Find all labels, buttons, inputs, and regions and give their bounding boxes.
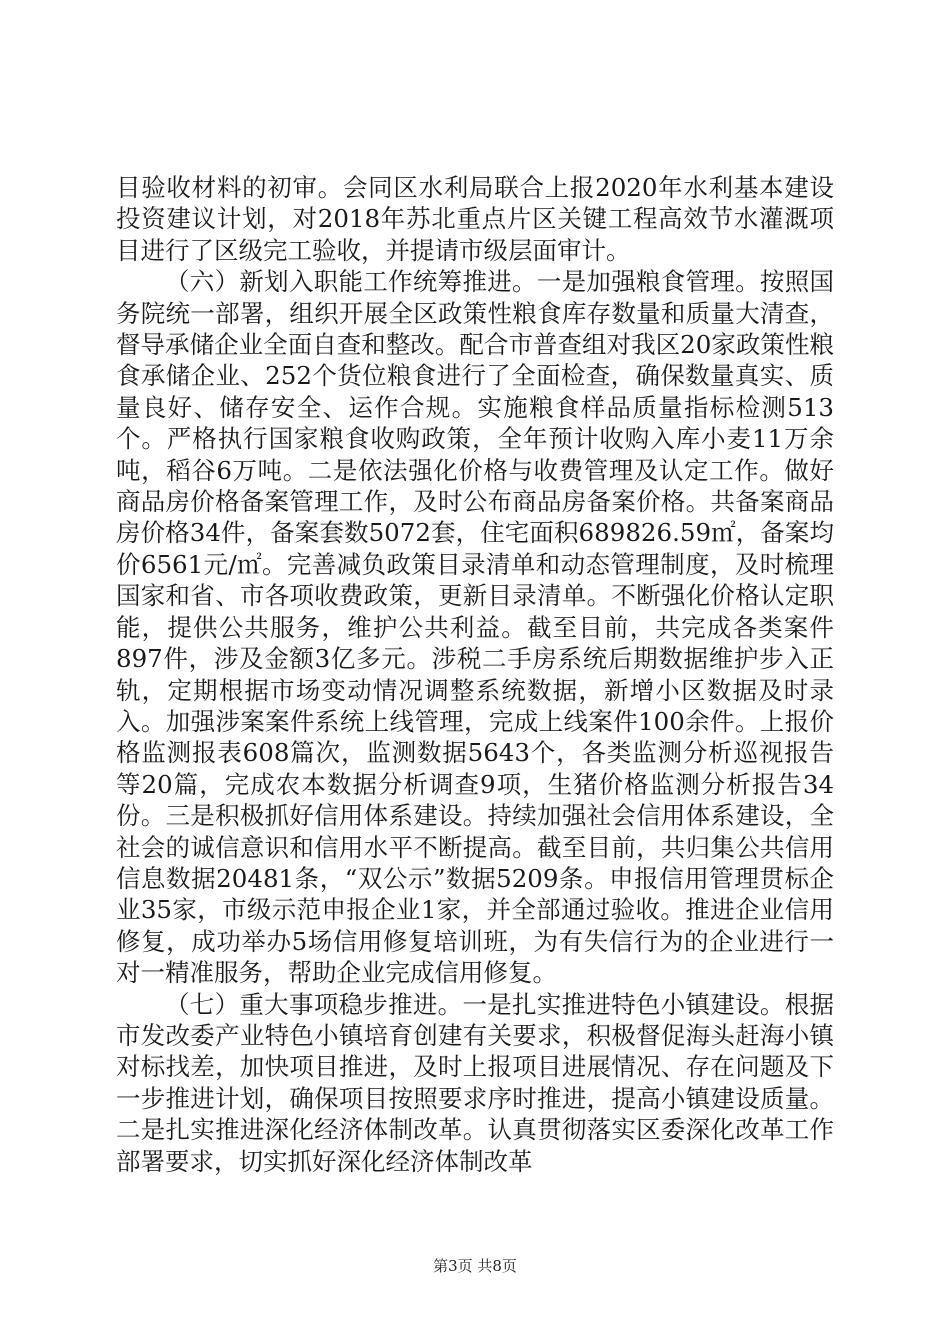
document-body <box>116 172 834 1177</box>
page-footer: 第3页 共8页 <box>433 1257 517 1275</box>
paragraph-3: （七）重大事项稳步推进。一是扎实推进特色小镇建设。根据市发改委产业特色小镇培育创建有关要求，积极督促海头赶海小镇对标找差，加快项目推进，及时上报项目进展情况、存在问题及下一步推进计划，确保项目按照要求序时推进，提高小镇建设质量。二是扎实推进深化经济体制改革。认真贯彻落实区委深化改革工作部署要求，切实抓好深化经济体制改革 <box>116 989 834 1176</box>
paragraph-2: （六）新划入职能工作统筹推进。一是加强粮食管理。按照国务院统一部署，组织开展全区政策性粮食库存数量和质量大清查，督导承储企业全面自查和整改。配合市普查组对我区20家政策性粮食承储企业、252个货位粮食进行了全面检查，确保数量真实、质量良好、储存安全、运作合规。实施粮食样品质量指标检测513个。严格执行国家粮食收购政策，全年预计收购入库小麦11万余吨，稻谷6万吨。二是依法强化价格与收费管理及认定工作。做好商品房价格备案管理工作，及时公布商品房备案价格。共备案商品房价格34件，备案套数5072套，住宅面积689826.59㎡，备案均价6561元/㎡。完善减负政策目录清单和动态管理制度，及时梳理国家和省、市各项收费政策，更新目录清单。不断强化价格认定职能，提供公共服务，维护公共利益。截至目前，共完成各类案件897件，涉及金额3亿多元。涉税二手房系统后期数据维护步入正轨，定期根据市场变动情况调整系统数据，新增小区数据及时录入。加强涉案案件系统上线管理，完成上线案件100余件。上报价格监测报表608篇次，监测数据5643个，各类监测分析巡视报告等20篇，完成农本数据分析调查9项，生猪价格监测分析报告34份。三是积极抓好信用体系建设。持续加强社会信用体系建设，全社会的诚信意识和信用水平不断提高。截至目前，共归集公共信用信息数据20481条，“双公示”数据5209条。申报信用管理贯标企业35家，市级示范申报企业1家，并全部通过验收。推进企业信用修复，成功举办5场信用修复培训班，为有失信行为的企业进行一对一精准服务，帮助企业完成信用修复。 <box>116 267 834 988</box>
paragraph-1: 目验收材料的初审。会同区水利局联合上报2020年水利基本建设投资建议计划，对2018年苏北重点片区关键工程高效节水灌溉项目进行了区级完工验收，并提请市级层面审计。 <box>116 173 834 265</box>
